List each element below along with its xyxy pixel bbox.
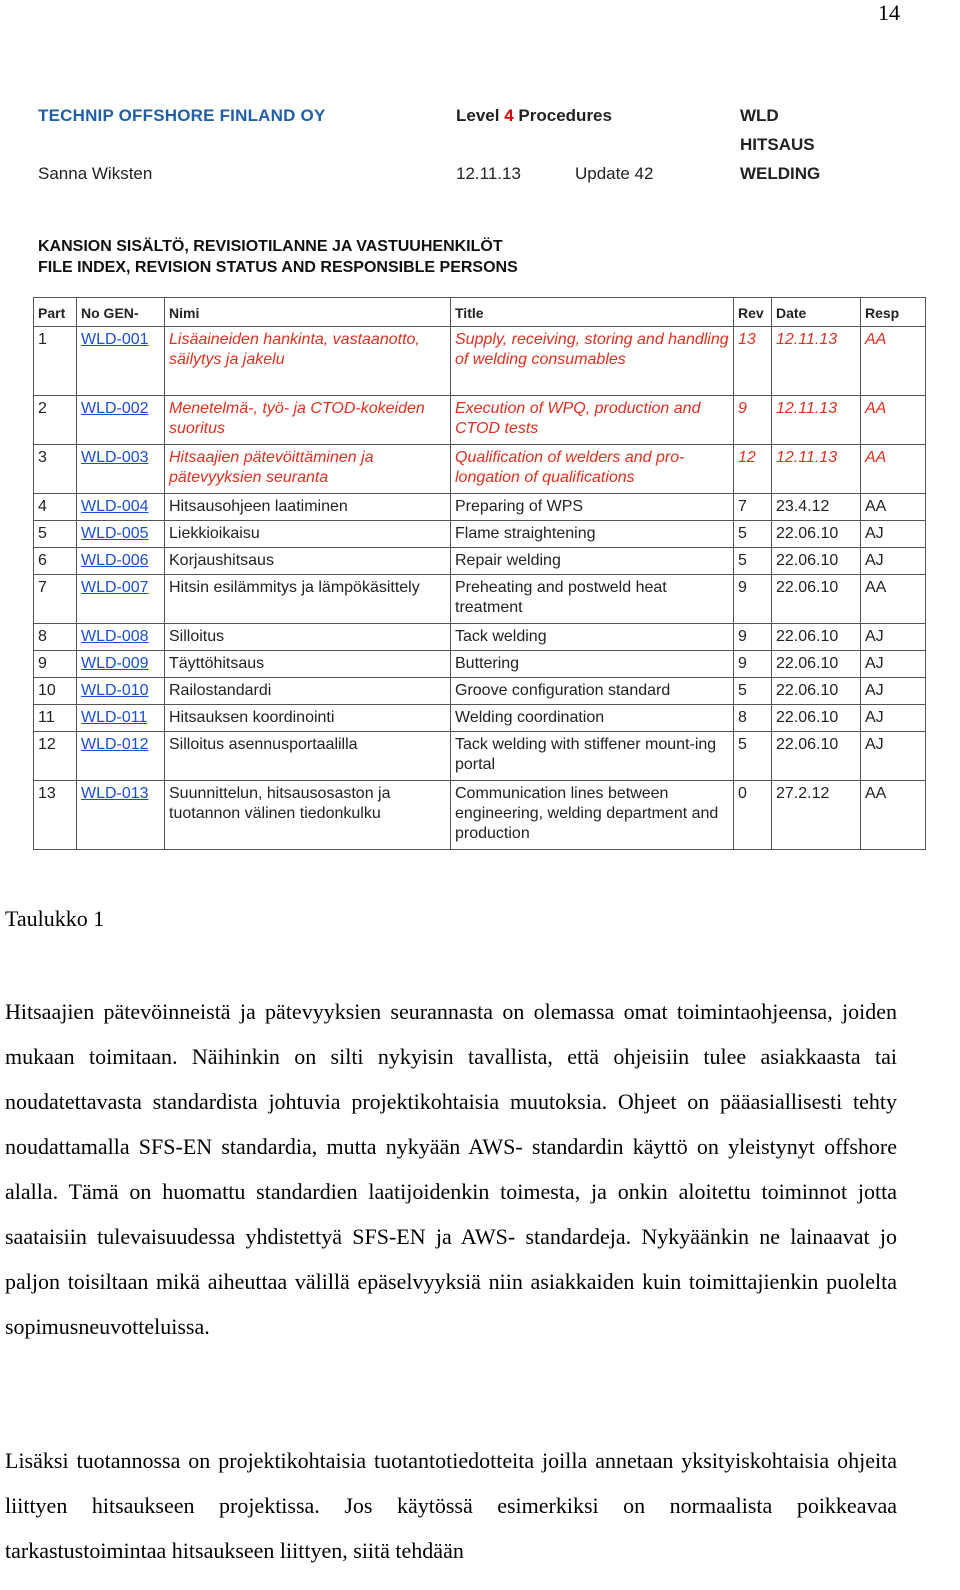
body-paragraph: Hitsaajien pätevöinneistä ja pätevyyksien seurannasta on olemassa omat toimintaohjeensa, joiden mukaan toimitaan. Näihinkin on silti nykyisin tavallista, että ohjeisiin tulee asiakkaasta tai noudatettavasta standardista johtuvia projektikohtaisia muutoksia. Ohjeet on pääasiallisesti tehty noudattamalla SFS-EN standardia, mutta nykyään AWS- standardin käyttö on yleistynyt offshore alalla. Tämä on huomattu standardien laatijoidenkin toimesta, ja onkin aloitettu toiminnot jotta saataisiin tulevaisuudessa yhdistettyä SFS-EN ja AWS- standardeja. Nykyäänkin ne lainaavat jo paljon toisiltaan mikä aiheuttaa välillä epäselvyyksiä niin asiakkaiden kuin toimittajienkin puolelta sopimusneuvotteluissa. bbox=[5, 999, 897, 1339]
document-code-link[interactable]: WLD-008 bbox=[77, 624, 165, 651]
revision-cell: 9 bbox=[734, 651, 772, 678]
part-cell: 13 bbox=[34, 781, 77, 850]
header-codes bbox=[740, 106, 820, 188]
revision-cell: 5 bbox=[734, 732, 772, 781]
part-cell: 7 bbox=[34, 575, 77, 624]
part-cell: 9 bbox=[34, 651, 77, 678]
table-row bbox=[34, 705, 926, 732]
finnish-name-cell: Hitsausohjeen laatiminen bbox=[165, 494, 451, 521]
english-title-cell: Tack welding bbox=[451, 624, 734, 651]
english-title-cell: Supply, receiving, storing and handling of welding consumables bbox=[451, 327, 734, 396]
document-code-link[interactable]: WLD-010 bbox=[77, 678, 165, 705]
english-title-cell: Buttering bbox=[451, 651, 734, 678]
table-row bbox=[34, 548, 926, 575]
date-cell: 12.11.13 bbox=[772, 396, 861, 445]
english-title-cell: Groove configuration standard bbox=[451, 678, 734, 705]
revision-cell: 9 bbox=[734, 575, 772, 624]
finnish-name-cell: Hitsaajien pätevöittäminen ja pätevyyksien seuranta bbox=[165, 445, 451, 494]
page-number: 14 bbox=[878, 0, 900, 25]
document-code-link[interactable]: WLD-002 bbox=[77, 396, 165, 445]
part-cell: 5 bbox=[34, 521, 77, 548]
document-code-link[interactable]: WLD-006 bbox=[77, 548, 165, 575]
english-title-cell: Qualification of welders and pro-longation of qualifications bbox=[451, 445, 734, 494]
header-update: Update 42 bbox=[575, 164, 654, 183]
document-code-link[interactable]: WLD-012 bbox=[77, 732, 165, 781]
header-nimi: Nimi bbox=[165, 298, 451, 327]
responsible-cell: AJ bbox=[861, 678, 926, 705]
date-cell: 12.11.13 bbox=[772, 445, 861, 494]
table-row bbox=[34, 445, 926, 494]
responsible-cell: AJ bbox=[861, 651, 926, 678]
finnish-name-cell: Täyttöhitsaus bbox=[165, 651, 451, 678]
part-cell: 3 bbox=[34, 445, 77, 494]
company-name: TECHNIP OFFSHORE FINLAND OY bbox=[38, 106, 326, 125]
level-prefix: Level bbox=[456, 106, 500, 125]
responsible-cell: AA bbox=[861, 494, 926, 521]
file-index-table bbox=[33, 297, 926, 850]
revision-cell: 12 bbox=[734, 445, 772, 494]
date-cell: 23.4.12 bbox=[772, 494, 861, 521]
finnish-name-cell: Menetelmä-, työ- ja CTOD-kokeiden suoritus bbox=[165, 396, 451, 445]
document-code-link[interactable]: WLD-001 bbox=[77, 327, 165, 396]
code-wld: WLD bbox=[740, 106, 779, 125]
index-title-en: FILE INDEX, REVISION STATUS AND RESPONSIBLE PERSONS bbox=[38, 259, 518, 276]
header-title: Title bbox=[451, 298, 734, 327]
revision-cell: 13 bbox=[734, 327, 772, 396]
responsible-cell: AA bbox=[861, 327, 926, 396]
responsible-cell: AA bbox=[861, 445, 926, 494]
part-cell: 2 bbox=[34, 396, 77, 445]
header-date: 12.11.13 bbox=[456, 164, 521, 183]
responsible-cell: AJ bbox=[861, 624, 926, 651]
document-code-link[interactable]: WLD-004 bbox=[77, 494, 165, 521]
english-title-cell: Tack welding with stiffener mount-ing portal bbox=[451, 732, 734, 781]
part-cell: 6 bbox=[34, 548, 77, 575]
code-hitsaus: HITSAUS bbox=[740, 135, 815, 154]
part-cell: 8 bbox=[34, 624, 77, 651]
date-cell: 22.06.10 bbox=[772, 575, 861, 624]
finnish-name-cell: Silloitus asennusportaalilla bbox=[165, 732, 451, 781]
responsible-cell: AA bbox=[861, 575, 926, 624]
english-title-cell: Welding coordination bbox=[451, 705, 734, 732]
document-code-link[interactable]: WLD-013 bbox=[77, 781, 165, 850]
finnish-name-cell: Hitsin esilämmitys ja lämpökäsittely bbox=[165, 575, 451, 624]
table-row bbox=[34, 781, 926, 850]
header-no: No GEN- bbox=[77, 298, 165, 327]
date-cell: 22.06.10 bbox=[772, 705, 861, 732]
date-cell: 22.06.10 bbox=[772, 651, 861, 678]
header-date: Date bbox=[772, 298, 861, 327]
part-cell: 10 bbox=[34, 678, 77, 705]
finnish-name-cell: Silloitus bbox=[165, 624, 451, 651]
table-row bbox=[34, 494, 926, 521]
revision-cell: 9 bbox=[734, 396, 772, 445]
part-cell: 12 bbox=[34, 732, 77, 781]
header-resp: Resp bbox=[861, 298, 926, 327]
date-cell: 22.06.10 bbox=[772, 732, 861, 781]
date-cell: 22.06.10 bbox=[772, 678, 861, 705]
table-header-row bbox=[34, 298, 926, 327]
table-row bbox=[34, 678, 926, 705]
table-row bbox=[34, 327, 926, 396]
responsible-cell: AJ bbox=[861, 521, 926, 548]
revision-cell: 9 bbox=[734, 624, 772, 651]
finnish-name-cell: Korjaushitsaus bbox=[165, 548, 451, 575]
english-title-cell: Communication lines between engineering, welding department and production bbox=[451, 781, 734, 850]
responsible-cell: AJ bbox=[861, 548, 926, 575]
revision-cell: 5 bbox=[734, 548, 772, 575]
english-title-cell: Execution of WPQ, production and CTOD tests bbox=[451, 396, 734, 445]
part-cell: 4 bbox=[34, 494, 77, 521]
revision-cell: 8 bbox=[734, 705, 772, 732]
english-title-cell: Preparing of WPS bbox=[451, 494, 734, 521]
revision-cell: 7 bbox=[734, 494, 772, 521]
responsible-cell: AA bbox=[861, 396, 926, 445]
author-name: Sanna Wiksten bbox=[38, 164, 153, 183]
table-row bbox=[34, 575, 926, 624]
document-code-link[interactable]: WLD-011 bbox=[77, 705, 165, 732]
table-row bbox=[34, 651, 926, 678]
document-code-link[interactable]: WLD-003 bbox=[77, 445, 165, 494]
revision-cell: 0 bbox=[734, 781, 772, 850]
document-code-link[interactable]: WLD-007 bbox=[77, 575, 165, 624]
date-cell: 22.06.10 bbox=[772, 521, 861, 548]
header-rev: Rev bbox=[734, 298, 772, 327]
table-caption: Taulukko 1 bbox=[5, 906, 105, 931]
document-header bbox=[38, 104, 938, 194]
index-title bbox=[38, 236, 518, 278]
finnish-name-cell: Hitsauksen koordinointi bbox=[165, 705, 451, 732]
responsible-cell: AJ bbox=[861, 705, 926, 732]
index-title-fi: KANSION SISÄLTÖ, REVISIOTILANNE JA VASTUUHENKILÖT bbox=[38, 238, 503, 255]
english-title-cell: Flame straightening bbox=[451, 521, 734, 548]
date-cell: 12.11.13 bbox=[772, 327, 861, 396]
table-row bbox=[34, 396, 926, 445]
document-code-link[interactable]: WLD-005 bbox=[77, 521, 165, 548]
table-row bbox=[34, 624, 926, 651]
english-title-cell: Repair welding bbox=[451, 548, 734, 575]
level-number: 4 bbox=[504, 106, 514, 125]
finnish-name-cell: Railostandardi bbox=[165, 678, 451, 705]
header-part: Part bbox=[34, 298, 77, 327]
revision-cell: 5 bbox=[734, 521, 772, 548]
finnish-name-cell: Suunnittelun, hitsausosaston ja tuotannon välinen tiedonkulku bbox=[165, 781, 451, 850]
code-welding: WELDING bbox=[740, 164, 821, 183]
body-paragraph: Lisäksi tuotannossa on projektikohtaisia tuotantotiedotteita joilla annetaan yksityiskohtaisia ohjeita liittyen hitsaukseen projektissa. Jos käytössä esimerkiksi on normaalista poikkeavaa tarkastustoimintaa hitsaukseen liittyen, siitä tehdään bbox=[5, 1448, 897, 1563]
level-suffix: Procedures bbox=[518, 106, 612, 125]
table-row bbox=[34, 521, 926, 548]
responsible-cell: AA bbox=[861, 781, 926, 850]
date-cell: 22.06.10 bbox=[772, 624, 861, 651]
revision-cell: 5 bbox=[734, 678, 772, 705]
date-cell: 22.06.10 bbox=[772, 548, 861, 575]
responsible-cell: AJ bbox=[861, 732, 926, 781]
english-title-cell: Preheating and postweld heat treatment bbox=[451, 575, 734, 624]
document-code-link[interactable]: WLD-009 bbox=[77, 651, 165, 678]
finnish-name-cell: Lisäaineiden hankinta, vastaanotto, säilytys ja jakelu bbox=[165, 327, 451, 396]
table-row bbox=[34, 732, 926, 781]
procedure-level bbox=[456, 106, 612, 126]
date-cell: 27.2.12 bbox=[772, 781, 861, 850]
part-cell: 1 bbox=[34, 327, 77, 396]
part-cell: 11 bbox=[34, 705, 77, 732]
finnish-name-cell: Liekkioikaisu bbox=[165, 521, 451, 548]
